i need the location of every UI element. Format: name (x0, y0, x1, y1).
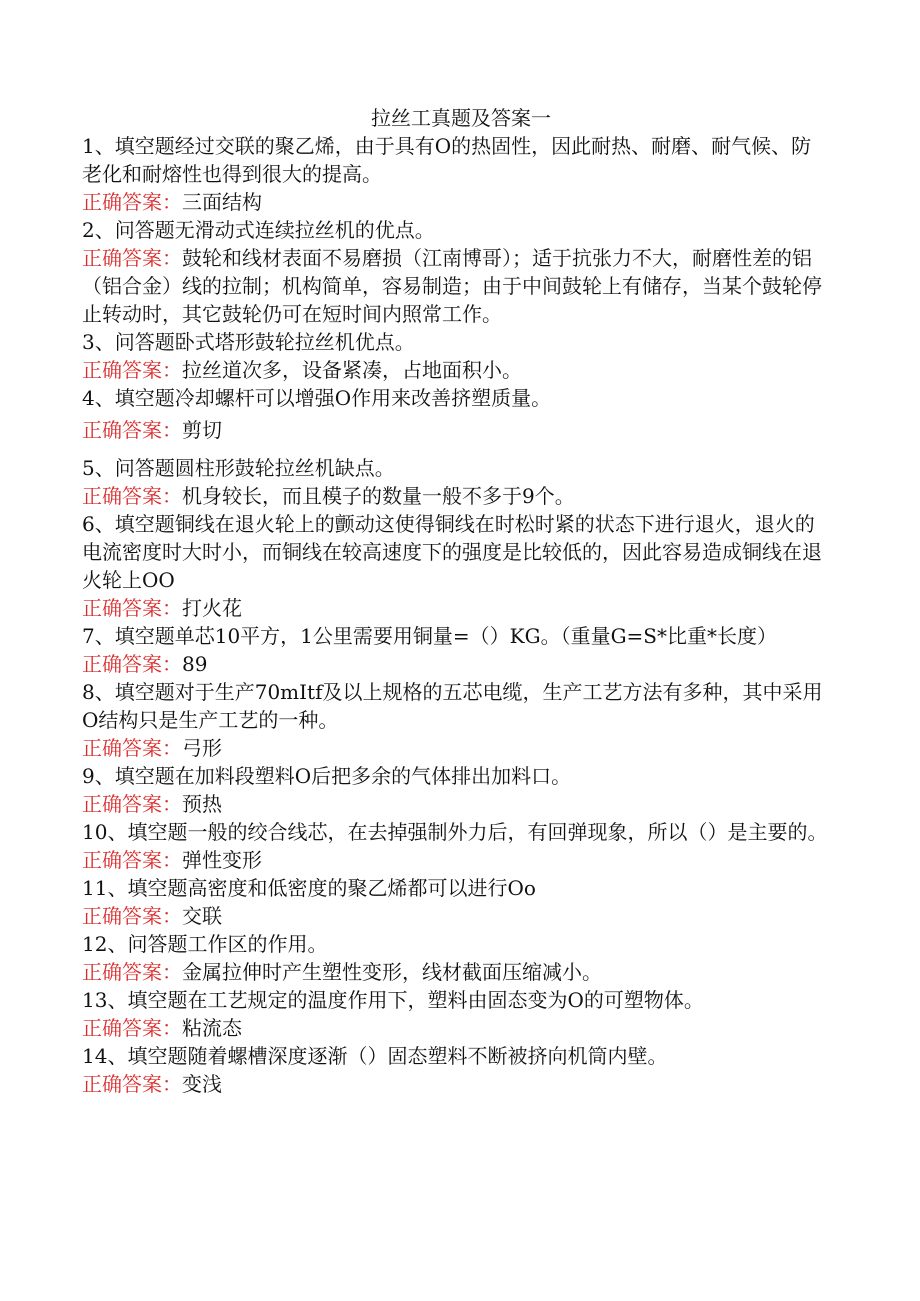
question-text: 11、填空题高密度和低密度的聚乙烯都可以进行Oo (82, 876, 536, 900)
answer-label: 正确答案： (82, 960, 182, 984)
qa-item-12 (82, 930, 830, 986)
answer-label: 正确答案： (82, 246, 182, 270)
answer-row (82, 790, 830, 818)
answer-text: 变浅 (182, 1072, 222, 1096)
question-text: 14、填空题随着螺槽深度逐渐（）固态塑料不断被挤向机筒内壁。 (82, 1044, 668, 1068)
qa-item-14 (82, 1042, 830, 1098)
answer-text: 弹性变形 (182, 848, 262, 872)
answer-text: 三面结构 (182, 190, 262, 214)
question-text: 7、填空题单芯10平方，1公里需要用铜量=（）KG。（重量G=S*比重*长度） (82, 624, 778, 648)
answer-row (82, 244, 830, 328)
answer-row (82, 188, 830, 216)
answer-row (82, 734, 830, 762)
answer-label: 正确答案： (82, 848, 182, 872)
answer-row (82, 902, 830, 930)
answer-text: 89 (182, 652, 208, 676)
answer-label: 正确答案： (82, 1016, 182, 1040)
answer-label: 正确答案： (82, 190, 182, 214)
qa-item-8 (82, 678, 830, 762)
question-text: 5、问答题圆柱形鼓轮拉丝机缺点。 (82, 456, 395, 480)
answer-row (82, 482, 830, 510)
answer-text: 预热 (182, 792, 222, 816)
qa-item-5 (82, 454, 830, 510)
answer-text: 弓形 (182, 736, 222, 760)
qa-item-4 (82, 384, 830, 444)
answer-label: 正确答案： (82, 652, 182, 676)
answer-label: 正确答案： (82, 1072, 182, 1096)
question-text: 6、填空题铜线在退火轮上的颤动这使得铜线在时松时紧的状态下进行退火，退火的电流密度时大时小，而铜线在较高速度下的强度是比较低的，因此容易造成铜线在退火轮上OO (82, 512, 822, 592)
question-text: 10、填空题一般的绞合线芯，在去掉强制外力后，有回弹现象，所以（）是主要的。 (82, 820, 828, 844)
question-text: 3、问答题卧式塔形鼓轮拉丝机优点。 (82, 330, 415, 354)
qa-item-2 (82, 216, 830, 328)
answer-row (82, 650, 830, 678)
answer-row (82, 356, 830, 384)
answer-row (82, 416, 830, 444)
answer-label: 正确答案： (82, 596, 182, 620)
answer-text: 金属拉伸时产生塑性变形，线材截面压缩减小。 (182, 960, 602, 984)
answer-text: 粘流态 (182, 1016, 242, 1040)
document-title: 拉丝工真题及答案一 (371, 106, 551, 130)
answer-text: 打火花 (182, 596, 242, 620)
answer-label: 正确答案： (82, 904, 182, 928)
question-text: 2、问答题无滑动式连续拉丝机的优点。 (82, 218, 435, 242)
answer-row (82, 594, 830, 622)
question-text: 8、填空题对于生产70mItf及以上规格的五芯电缆，生产工艺方法有多种，其中采用O结构只是生产工艺的一种。 (82, 680, 823, 732)
answer-text: 交联 (182, 904, 222, 928)
question-text: 13、填空题在工艺规定的温度作用下，塑料由固态变为O的可塑物体。 (82, 988, 704, 1012)
answer-label: 正确答案： (82, 736, 182, 760)
qa-item-6 (82, 510, 830, 622)
answer-row (82, 1070, 830, 1098)
answer-label: 正确答案： (82, 418, 182, 442)
answer-row (82, 1014, 830, 1042)
answer-row (82, 846, 830, 874)
question-text: 4、填空题冷却螺杆可以增强O作用来改善挤塑质量。 (82, 386, 552, 410)
answer-label: 正确答案： (82, 792, 182, 816)
answer-text: 剪切 (182, 418, 222, 442)
question-text: 12、问答题工作区的作用。 (82, 932, 328, 956)
answer-text: 鼓轮和线材表面不易磨损（江南博哥）；适于抗张力不大，耐磨性差的铝（铝合金）线的拉制；机构简单，容易制造；由于中间鼓轮上有储存，当某个鼓轮停止转动时，其它鼓轮仍可在短时间内照常工作。 (82, 246, 822, 326)
answer-label: 正确答案： (82, 358, 182, 382)
qa-item-10 (82, 818, 830, 874)
answer-label: 正确答案： (82, 484, 182, 508)
qa-item-11 (82, 874, 830, 930)
qa-item-1 (82, 132, 830, 216)
qa-item-7 (82, 622, 830, 678)
question-text: 9、填空题在加料段塑料O后把多余的气体排出加料口。 (82, 764, 572, 788)
qa-item-9 (82, 762, 830, 818)
answer-text: 机身较长，而且模子的数量一般不多于9个。 (182, 484, 575, 508)
qa-item-3 (82, 328, 830, 384)
question-text: 1、填空题经过交联的聚乙烯，由于具有O的热固性，因此耐热、耐磨、耐气候、防老化和耐熔性也得到很大的提高。 (82, 134, 812, 186)
qa-item-13 (82, 986, 830, 1042)
answer-text: 拉丝道次多，设备紧凑，占地面积小。 (182, 358, 522, 382)
answer-row (82, 958, 830, 986)
